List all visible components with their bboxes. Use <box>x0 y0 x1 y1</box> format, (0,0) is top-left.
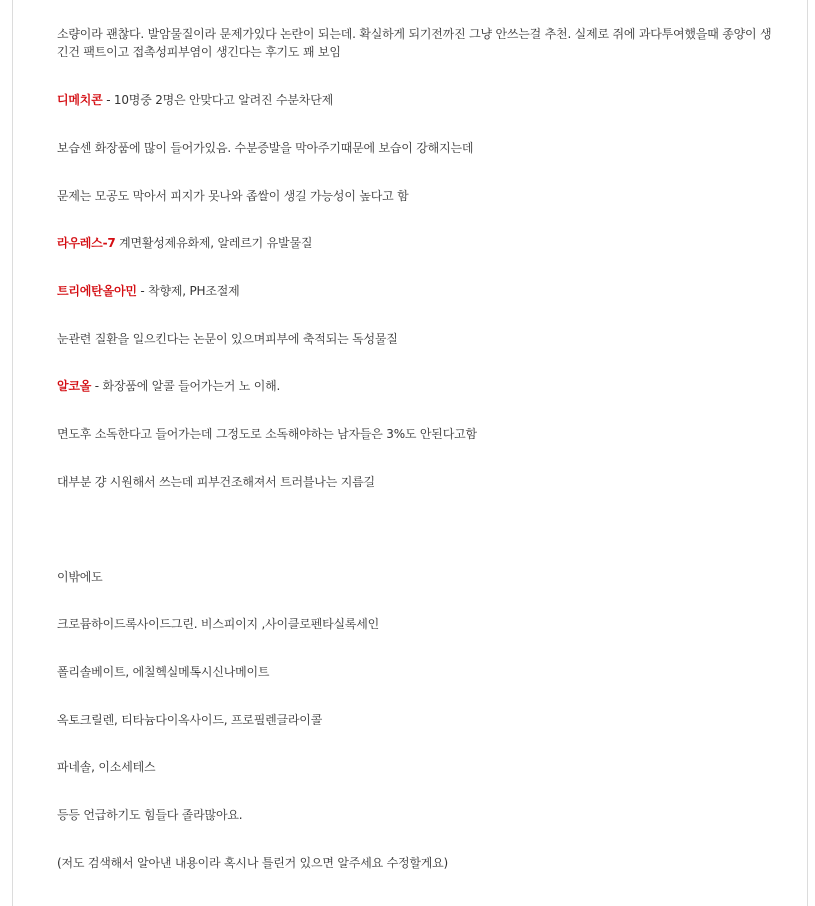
paragraph-moisturizer <box>57 139 473 157</box>
paragraph-list-2 <box>57 663 269 681</box>
paragraph-text: 계면활성제유화제, 알레르기 유발물질 <box>115 236 313 250</box>
paragraph-toxic <box>57 330 398 348</box>
paragraph-list-3 <box>57 711 322 729</box>
paragraph-others <box>57 568 103 586</box>
paragraph-intro <box>57 25 772 61</box>
ingredient-keyword-dimethicone: 디메치콘 <box>57 93 103 107</box>
paragraph-aftershave <box>57 425 477 443</box>
paragraph-text: 크로뮴하이드록사이드그린. 비스피이지 ,사이클로펜타실록세인 <box>57 617 380 631</box>
paragraph-list-4 <box>57 758 155 776</box>
paragraph-text: 눈관련 질환을 일으킨다는 논문이 있으며피부에 축적되는 독성물질 <box>57 332 398 346</box>
paragraph-text: - 착향제, PH조절제 <box>136 284 240 298</box>
paragraph-text: 문제는 모공도 막아서 피지가 못나와 좁쌀이 생길 가능성이 높다고 함 <box>57 189 409 203</box>
paragraph-pores <box>57 187 409 205</box>
paragraph-text: 면도후 소독한다고 들어가는데 그정도로 소독해야하는 남자들은 3%도 안된다고함 <box>57 427 477 441</box>
paragraph-alcohol <box>57 377 280 395</box>
paragraph-text: 대부분 걍 시원해서 쓰는데 피부건조해져서 트러블나는 지름길 <box>57 475 375 489</box>
ingredient-keyword-triethanolamine: 트리에탄올아민 <box>57 284 137 298</box>
paragraph-triethanolamine <box>57 282 240 300</box>
paragraph-disclaimer <box>57 854 448 872</box>
paragraph-text: 보습센 화장품에 많이 들어가있음. 수분증발을 막아주기때문에 보습이 강해지는데 <box>57 141 474 155</box>
paragraph-text: 이밖에도 <box>57 570 103 584</box>
paragraph-laureth <box>57 234 312 252</box>
paragraph-etc <box>57 806 242 824</box>
paragraph-list-1 <box>57 615 379 633</box>
paragraph-text: 파네솔, 이소세테스 <box>57 760 156 774</box>
paragraph-text: (저도 검색해서 알아낸 내용이라 혹시나 틀린거 있으면 알주세요 수정할게요) <box>57 856 449 870</box>
paragraph-text: 등등 언급하기도 힘들다 졸라많아요. <box>57 808 243 822</box>
paragraph-text: - 화장품에 알콜 들어가는거 노 이해. <box>91 379 281 393</box>
paragraph-text: 폴리솔베이트, 에칠헥실메톡시신나메이트 <box>57 665 270 679</box>
paragraph-cooling <box>57 473 375 491</box>
ingredient-keyword-laureth: 라우레스-7 <box>57 236 116 250</box>
paragraph-text: 옥토크릴렌, 티타늄다이옥사이드, 프로필렌글라이콜 <box>57 713 323 727</box>
ingredient-keyword-alcohol: 알코올 <box>57 379 92 393</box>
paragraph-text: - 10명중 2명은 안맞다고 알려진 수분차단제 <box>102 93 333 107</box>
paragraph-text: 소량이라 괜찮다. 발암물질이라 문제가있다 논란이 되는데. 확실하게 되기전까진 그냥 안쓰는걸 추천. 실제로 쥐에 과다투여했을때 종양이 생긴건 팩트이고 접촉성피부염이 생긴다는 후기도 꽤 보임 <box>57 27 772 59</box>
paragraph-dimethicone <box>57 91 333 109</box>
